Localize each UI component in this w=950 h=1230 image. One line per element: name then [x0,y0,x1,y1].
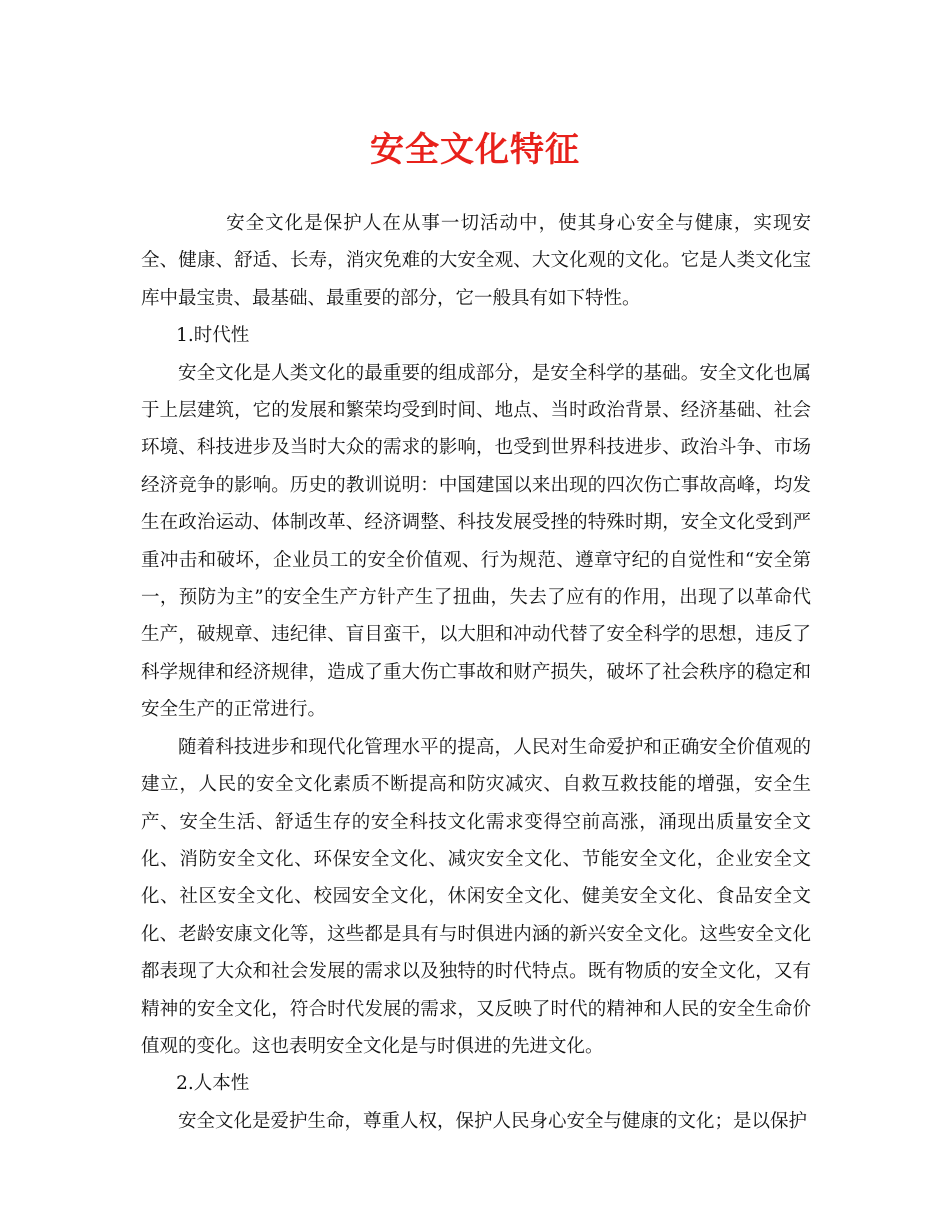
section-heading-timeliness: 1.时代性 [176,325,250,347]
intro-paragraph: 安全文化是保护人在从事一切活动中，使其身心安全与健康，实现安全、健康、舒适、长寿，消灾免难的大安全观、大文化观的文化。它是人类文化宝库中最宝贵、最基础、最重要的部分，它一般具有如下特性。 [141,213,811,309]
body-paragraph: 安全文化是爱护生命，尊重人权，保护人民身心安全与健康的文化；是以保护 [178,1110,808,1132]
document-title: 安全文化特征 [370,130,580,170]
body-paragraph: 随着科技进步和现代化管理水平的提高，人民对生命爱护和正确安全价值观的建立，人民的安全文化素质不断提高和防灾减灾、自救互救技能的增强，安全生产、安全生活、舒适生存的安全科技文化需求变得空前高涨，涌现出质量安全文化、消防安全文化、环保安全文化、减灾安全文化、节能安全文化，企业安全文化、社区安全文化、校园安全文化，休闲安全文化、健美安全文化、食品安全文化、老龄安康文化等，这些都是具有与时俱进内涵的新兴安全文化。这些安全文化都表现了大众和社会发展的需求以及独特的时代特点。既有物质的安全文化，又有精神的安全文化，符合时代发展的需求，又反映了时代的精神和人民的安全生命价值观的变化。这也表明安全文化是与时俱进的先进文化。 [141,736,811,1057]
section-heading-humanism: 2.人本性 [176,1073,250,1095]
document-body [141,205,811,1140]
body-paragraph: 安全文化是人类文化的最重要的组成部分，是安全科学的基础。安全文化也属于上层建筑，它的发展和繁荣均受到时间、地点、当时政治背景、经济基础、社会环境、科技进步及当时大众的需求的影响，也受到世界科技进步、政治斗争、市场经济竞争的影响。历史的教训说明：中国建国以来出现的四次伤亡事故高峰，均发生在政治运动、体制改革、经济调整、科技发展受挫的特殊时期，安全文化受到严重冲击和破坏，企业员工的安全价值观、行为规范、遵章守纪的自觉性和“安全第一，预防为主”的安全生产方针产生了扭曲，失去了应有的作用，出现了以革命代生产，破规章、违纪律、盲目蛮干，以大胆和冲动代替了安全科学的思想，违反了科学规律和经济规律，造成了重大伤亡事故和财产损失，破坏了社会秩序的稳定和安全生产的正常进行。 [141,362,811,721]
